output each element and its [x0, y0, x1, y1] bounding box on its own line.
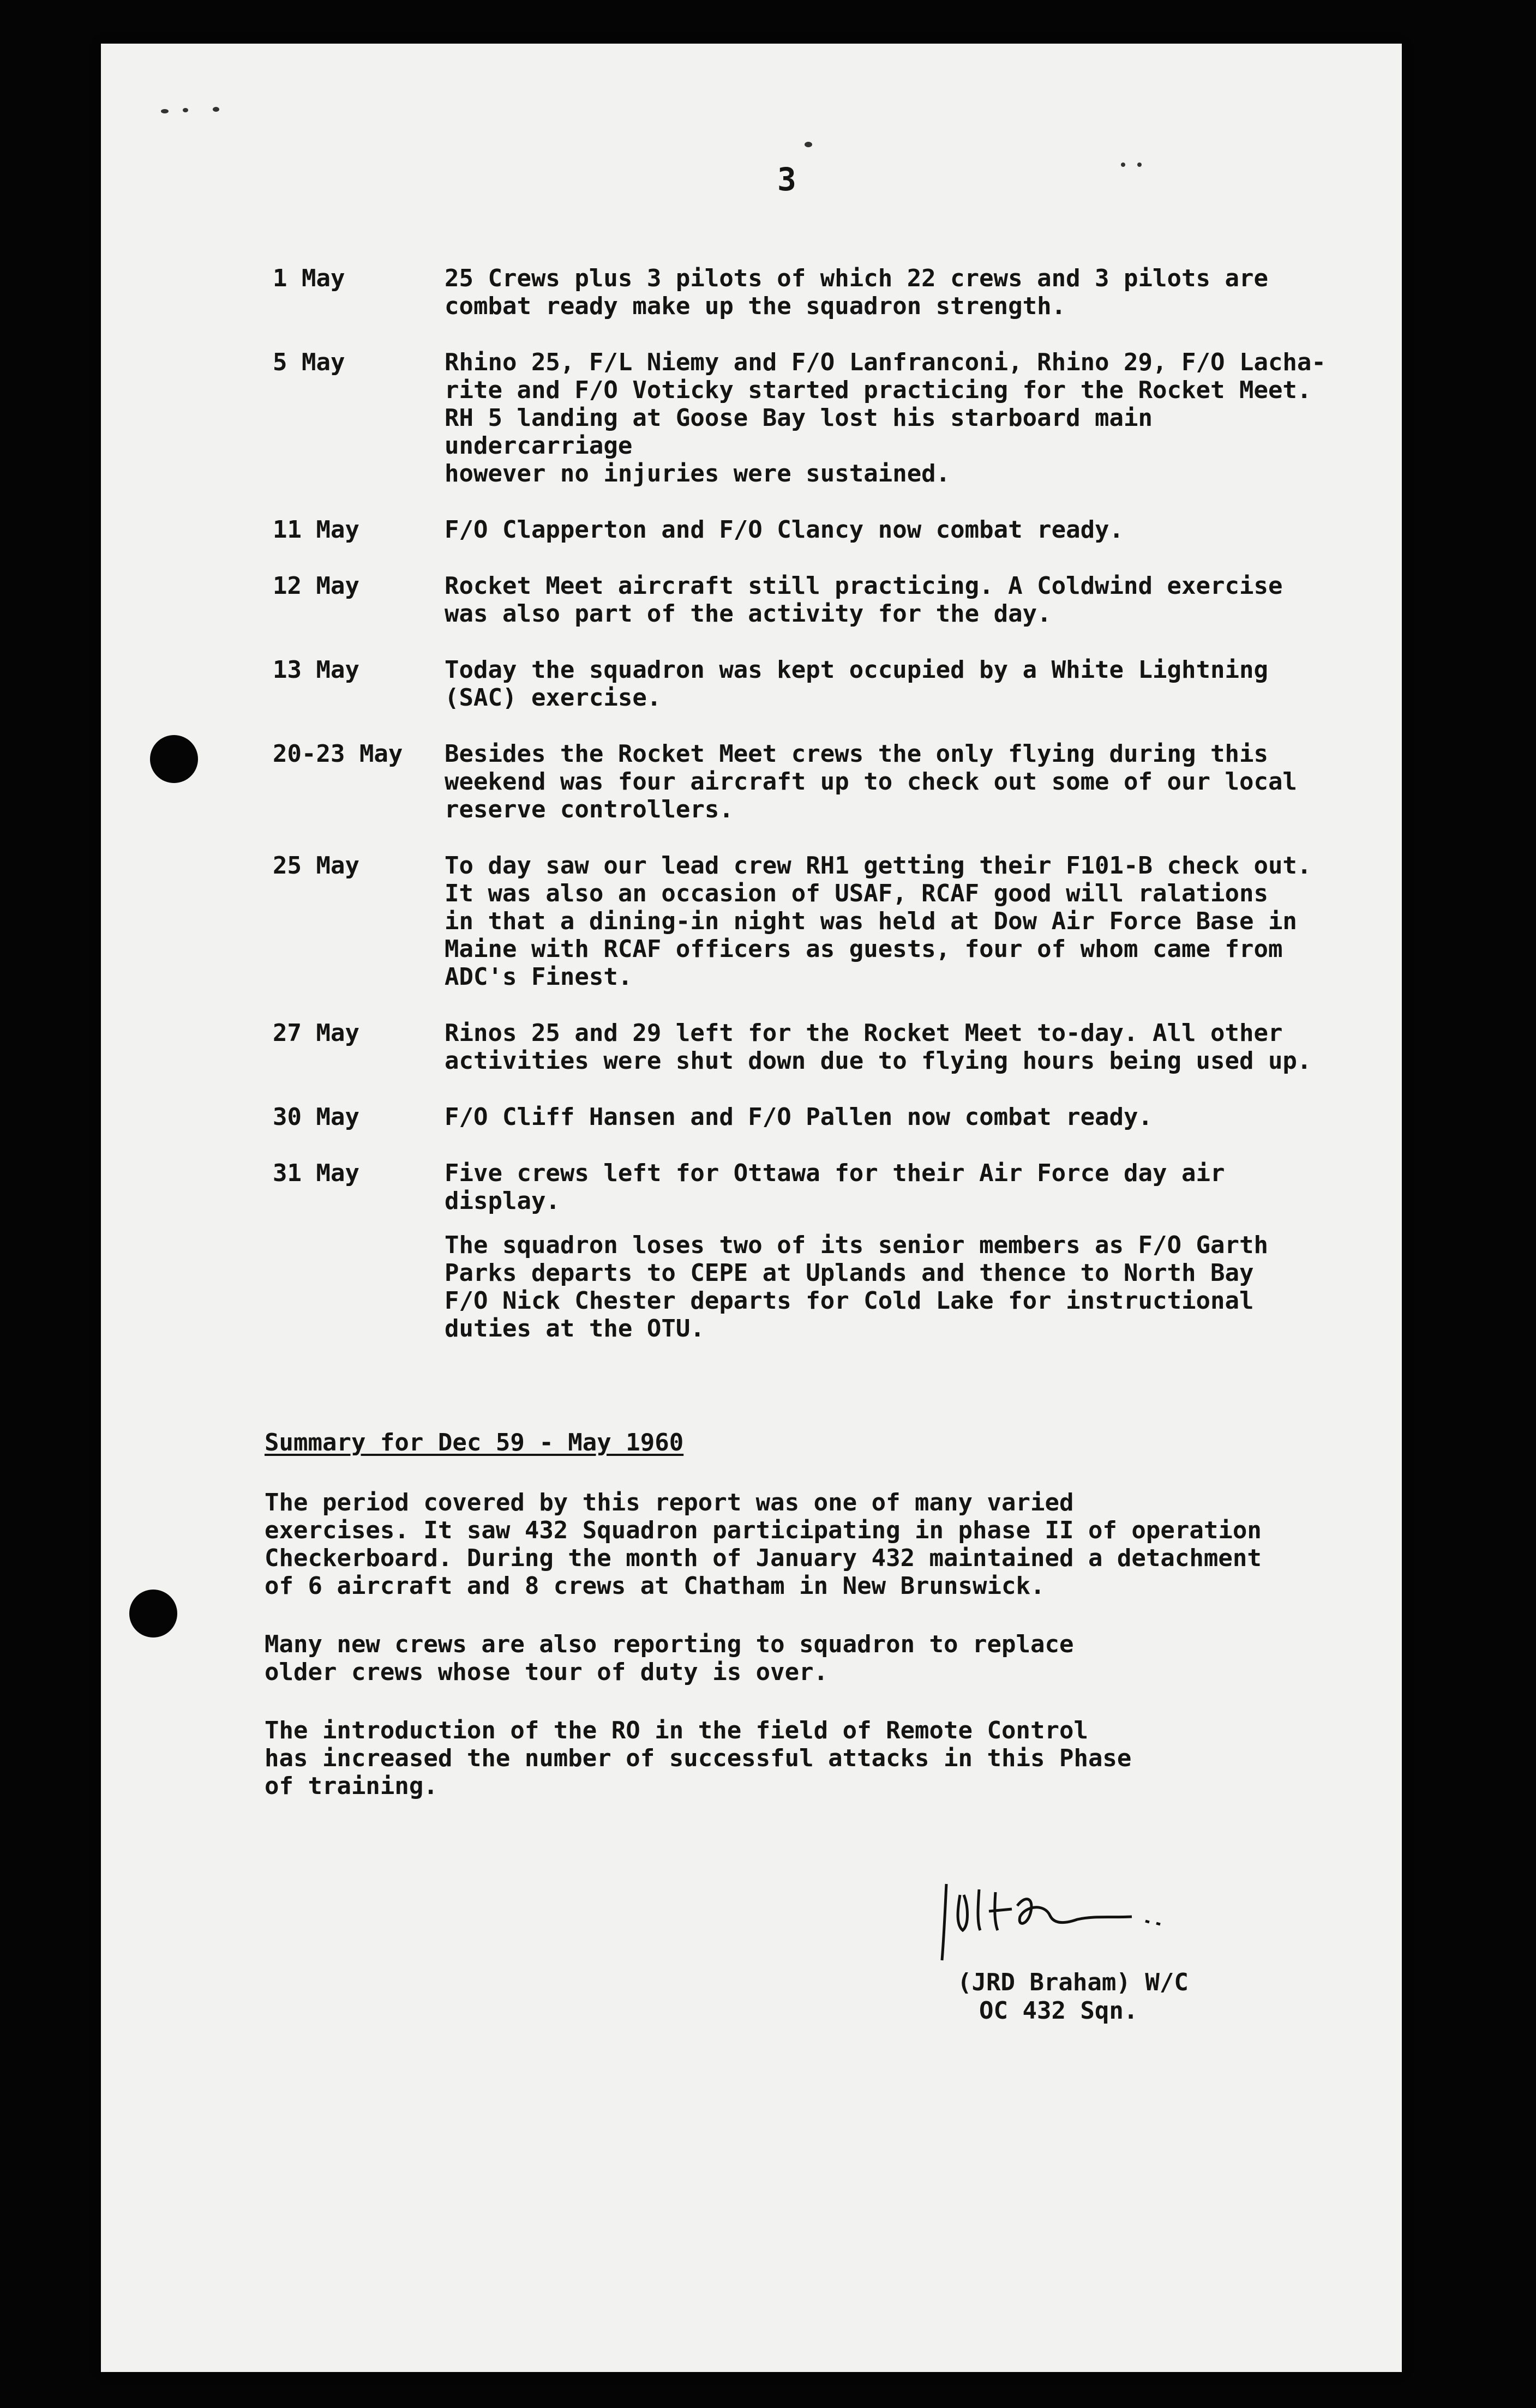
summary-paragraph: Many new crews are also reporting to squadron to replace older crews whose tour of duty is over.	[265, 1630, 1074, 1686]
log-entry	[273, 852, 1402, 991]
log-entry	[273, 1159, 1402, 1215]
log-entry	[273, 1103, 1402, 1131]
entry-text: Five crews left for Ottawa for their Air Force day air display.	[445, 1159, 1225, 1215]
entry-date: 1 May	[273, 264, 345, 292]
entry-note: The squadron loses two of its senior members as F/O Garth Parks departs to CEPE at Uplands and thence to North Bay F/O Nick Chester departs for Cold Lake for instructional duties at the OTU.	[445, 1231, 1268, 1343]
ink-speck	[183, 108, 188, 112]
entry-date: 27 May	[273, 1019, 359, 1047]
signer-unit: OC 432 Sqn.	[979, 1997, 1138, 2025]
ink-speck	[1121, 162, 1125, 167]
ink-speck	[213, 107, 219, 112]
entry-date: 11 May	[273, 516, 359, 544]
entry-text: Rocket Meet aircraft still practicing. A Coldwind exercise was also part of the activity for the day.	[445, 572, 1283, 628]
entry-text: F/O Clapperton and F/O Clancy now combat ready.	[445, 516, 1124, 544]
log-entry	[273, 516, 1402, 544]
log-entry	[273, 348, 1402, 487]
ink-speck	[161, 109, 169, 113]
summary-section	[265, 1489, 1355, 1831]
entry-date: 30 May	[273, 1103, 359, 1131]
entry-text: Rhino 25, F/L Niemy and F/O Lanfranconi, Rhino 29, F/O Lacha- rite and F/O Voticky started practicing for the Rocket Meet. RH 5 landing at Goose Bay lost his starboard main undercarriage however no injuries were sustained.	[445, 348, 1326, 487]
signature-block	[957, 1968, 1189, 2025]
entry-date: 13 May	[273, 656, 359, 684]
handwritten-signature	[930, 1873, 1175, 1966]
punch-hole	[129, 1590, 177, 1638]
entry-text: F/O Cliff Hansen and F/O Pallen now combat ready.	[445, 1103, 1153, 1131]
log-entries	[273, 264, 1402, 1343]
log-entry	[273, 656, 1402, 712]
entry-text: Besides the Rocket Meet crews the only flying during this weekend was four aircraft up to check out some of our local reserve controllers.	[445, 740, 1297, 823]
ink-speck	[1137, 162, 1142, 167]
log-entry	[273, 572, 1402, 628]
entry-text: To day saw our lead crew RH1 getting their F101-B check out. It was also an occasion of USAF, RCAF good will ralations in that a dining-in night was held at Dow Air Force Base in Maine with RCAF officers as guests, four of whom came from ADC's Finest.	[445, 852, 1312, 991]
signer-name: (JRD Braham) W/C	[957, 1968, 1189, 1996]
summary-paragraph: The introduction of the RO in the field of Remote Control has increased the number of successful attacks in this Phase of training.	[265, 1717, 1132, 1800]
entry-date: 5 May	[273, 348, 345, 376]
punch-hole	[150, 735, 198, 783]
entry-date: 12 May	[273, 572, 359, 600]
entry-text: Today the squadron was kept occupied by a White Lightning (SAC) exercise.	[445, 656, 1268, 712]
summary-paragraph: The period covered by this report was one of many varied exercises. It saw 432 Squadron participating in phase II of operation Checkerboard. During the month of January 432 maintained a detachment of 6 aircraft and 8 crews at Chatham in New Brunswick.	[265, 1489, 1262, 1600]
log-entry	[273, 1019, 1402, 1075]
document-page	[101, 44, 1402, 2372]
ink-speck	[805, 142, 812, 147]
entry-date: 25 May	[273, 852, 359, 880]
log-entry	[273, 264, 1402, 320]
entry-date: 20-23 May	[273, 740, 403, 768]
entry-date: 31 May	[273, 1159, 359, 1187]
summary-heading: Summary for Dec 59 - May 1960	[265, 1429, 684, 1456]
entry-text: 25 Crews plus 3 pilots of which 22 crews and 3 pilots are combat ready make up the squadron strength.	[445, 264, 1268, 320]
page-number: 3	[777, 161, 797, 198]
entry-text: Rinos 25 and 29 left for the Rocket Meet to-day. All other activities were shut down due to flying hours being used up.	[445, 1019, 1312, 1075]
log-entry	[273, 740, 1402, 823]
